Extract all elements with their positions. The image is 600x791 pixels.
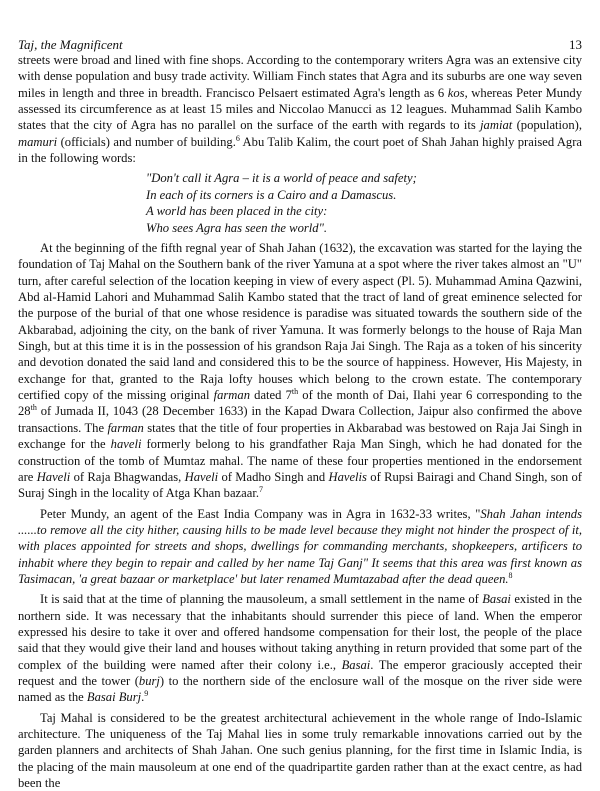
running-title: Taj, the Magnificent [18, 37, 123, 52]
text-run: streets were broad and lined with fine shops. According to the contemporary writers Agra was an extensive city with dense population and busy trade activity. William Finch states that Agra and its suburbs are one way seven miles in length and three in breadth. Francisco Pelsaert estimated Agra's length as 6 [18, 53, 582, 100]
footnote-marker: 6 [235, 133, 240, 143]
book-page [18, 0, 583, 791]
italic-term: haveli [110, 437, 142, 452]
text-run: (population), [512, 118, 582, 133]
text-run: , whereas Peter Mundy assessed its circumference as at least 15 miles and Niccolao Manucci as 12 leagues. Muhammad Salih Kambo states that the city of Agra has no parallel on the surface of the earth with regards to its [18, 85, 582, 133]
paragraph-2 [18, 240, 582, 502]
italic-term: Basai [341, 657, 371, 672]
footnote-marker: 9 [144, 689, 149, 699]
text-run: . The emperor graciously accepted their request and the tower ( [18, 657, 583, 688]
verse-quote [146, 170, 582, 236]
footnote-marker: 8 [508, 570, 513, 580]
text-run: Peter Mundy, an agent of the East India Company was in Agra in 1632-33 writes, " [40, 506, 481, 521]
text-run: of Raja Bhagwandas, [70, 469, 185, 484]
italic-term: jamiat [480, 118, 513, 133]
paragraph-5 [18, 710, 582, 791]
text-run: Taj Mahal is considered to be the greatest architectural achievement in the whole range of Indo-Islamic architecture. The uniqueness of the Taj Mahal lies in some truly remarkable innovations carried out by the garden planners and architects of Shah Jahan. One such genius planning, for the first time in Islamic India, is the placing of the main mausoleum at one end of the quadripartite garden rather than at the exact centre, as had been the [18, 710, 582, 791]
page-number: 13 [569, 37, 582, 52]
italic-term: farman [213, 388, 250, 403]
verse-line: A world has been placed in the city: [146, 204, 328, 219]
text-run: It is said that at the time of planning the mausoleum, a small settlement in the name of [40, 592, 483, 607]
italic-term: Basai [482, 592, 511, 607]
verse-line: Who sees Agra has seen the world". [146, 220, 328, 235]
italic-term: kos [447, 85, 465, 100]
text-run: At the beginning of the fifth regnal year of Shah Jahan (1632), the excavation was started for the laying the foundation of Taj Mahal on the Southern bank of the river Yamuna at a spot where the river takes almost an "U" turn, after careful selection of the location keeping in view of every aspect (Pl. 5). Muhammad Amina Qazwini, Abd al-Hamid Lahori and Muhammad Salih Kambo stated that the tract of land of great eminence selected for the purpose of the burial of that one whose residence is paradise was situated towards the southern side of the Akbarabad, adjoining the city, on the bank of river Yamuna. It was formerly belongs to the house of Raja Man Singh, but at this time it is in the possession of his grandson Raja Jai Singh. The Raja as a token of his sincerity and devotion donated the said land and considered this to be the source of happiness. However, His Majesty, in exchange for that, granted to the Raja lofty houses which belong to the crown estate. The contemporary certified copy of the missing original [18, 241, 582, 403]
paragraph-1 [18, 52, 582, 166]
italic-term: Haveli [184, 469, 219, 484]
text-run: existed in the northern side. It was necessary that the inhabitants should surrender this piece of land. When the emperor expressed his desire to take it over and offered handsome compensation for their lost, the people of the place said that they would give their land and houses without taking anything in return provided that some part of the complex of the building were named after their colony i.e., [18, 592, 582, 672]
text-run: formerly belong to his grandfather Raja Man Singh, which he had donated for the construction of the tomb of Mumtaz mahal. The name of these four properties mentioned in the endorsement are [18, 437, 583, 484]
page-header [18, 0, 582, 52]
ordinal-suffix: th [291, 386, 299, 396]
italic-quote: Shah Jahan intends ......to remove all the city hither, causing hills to be made level because they might not hinder the prospect of it, with places appointed for streets and shops, dwellings for commanding merchants, shopkeepers, artificers to inhabit where they begin to repair and called by her name Taj Ganj" It seems that this area was first known as Tasimacan, 'a great bazaar or marketplace' but later renamed Mumtazabad after the dead queen. [18, 506, 582, 586]
text-run: Abu Talib Kalim, the court poet of Shah Jahan highly praised Agra in the following words: [18, 134, 582, 166]
text-run: ) to the northern side of the enclosure wall of the mosque on the river side were named as the [18, 673, 582, 705]
paragraph-3 [18, 506, 582, 588]
text-run: dated 7 [250, 388, 292, 403]
italic-term: Haveli [36, 469, 71, 484]
italic-term: Basai Burj [86, 690, 142, 705]
paragraph-4 [18, 591, 582, 705]
text-run: (officials) and number of building. [57, 134, 236, 149]
body-text [18, 52, 582, 791]
text-run: of Jumada II, 1043 (28 December 1633) in the Kapad Dwara Collection, Jaipur also confirmed the above transactions. The [18, 404, 582, 435]
italic-term: Havelis [328, 469, 367, 484]
text-run: . [141, 690, 145, 705]
italic-term: farman [107, 420, 144, 435]
italic-term: burj [138, 673, 160, 688]
verse-line: "Don't call it Agra – it is a world of peace and safety; [146, 171, 417, 186]
footnote-marker: 7 [258, 485, 263, 494]
verse-line: In each of its corners is a Cairo and a Damascus. [146, 187, 397, 202]
ordinal-suffix: th [30, 403, 37, 413]
text-run: of the month of Dai, Ilahi year 6 corresponding to the 28 [18, 388, 582, 419]
text-run: of Rupsi Bairagi and Chand Singh, son of Suraj Singh in the locality of Atga Khan bazaar. [18, 469, 582, 501]
text-run: states that the title of four properties in Akbarabad was bestowed on Raja Jai Singh in exchange for the [18, 420, 583, 452]
italic-term: mamuri [18, 134, 58, 149]
text-run: of Madho Singh and [218, 469, 329, 484]
